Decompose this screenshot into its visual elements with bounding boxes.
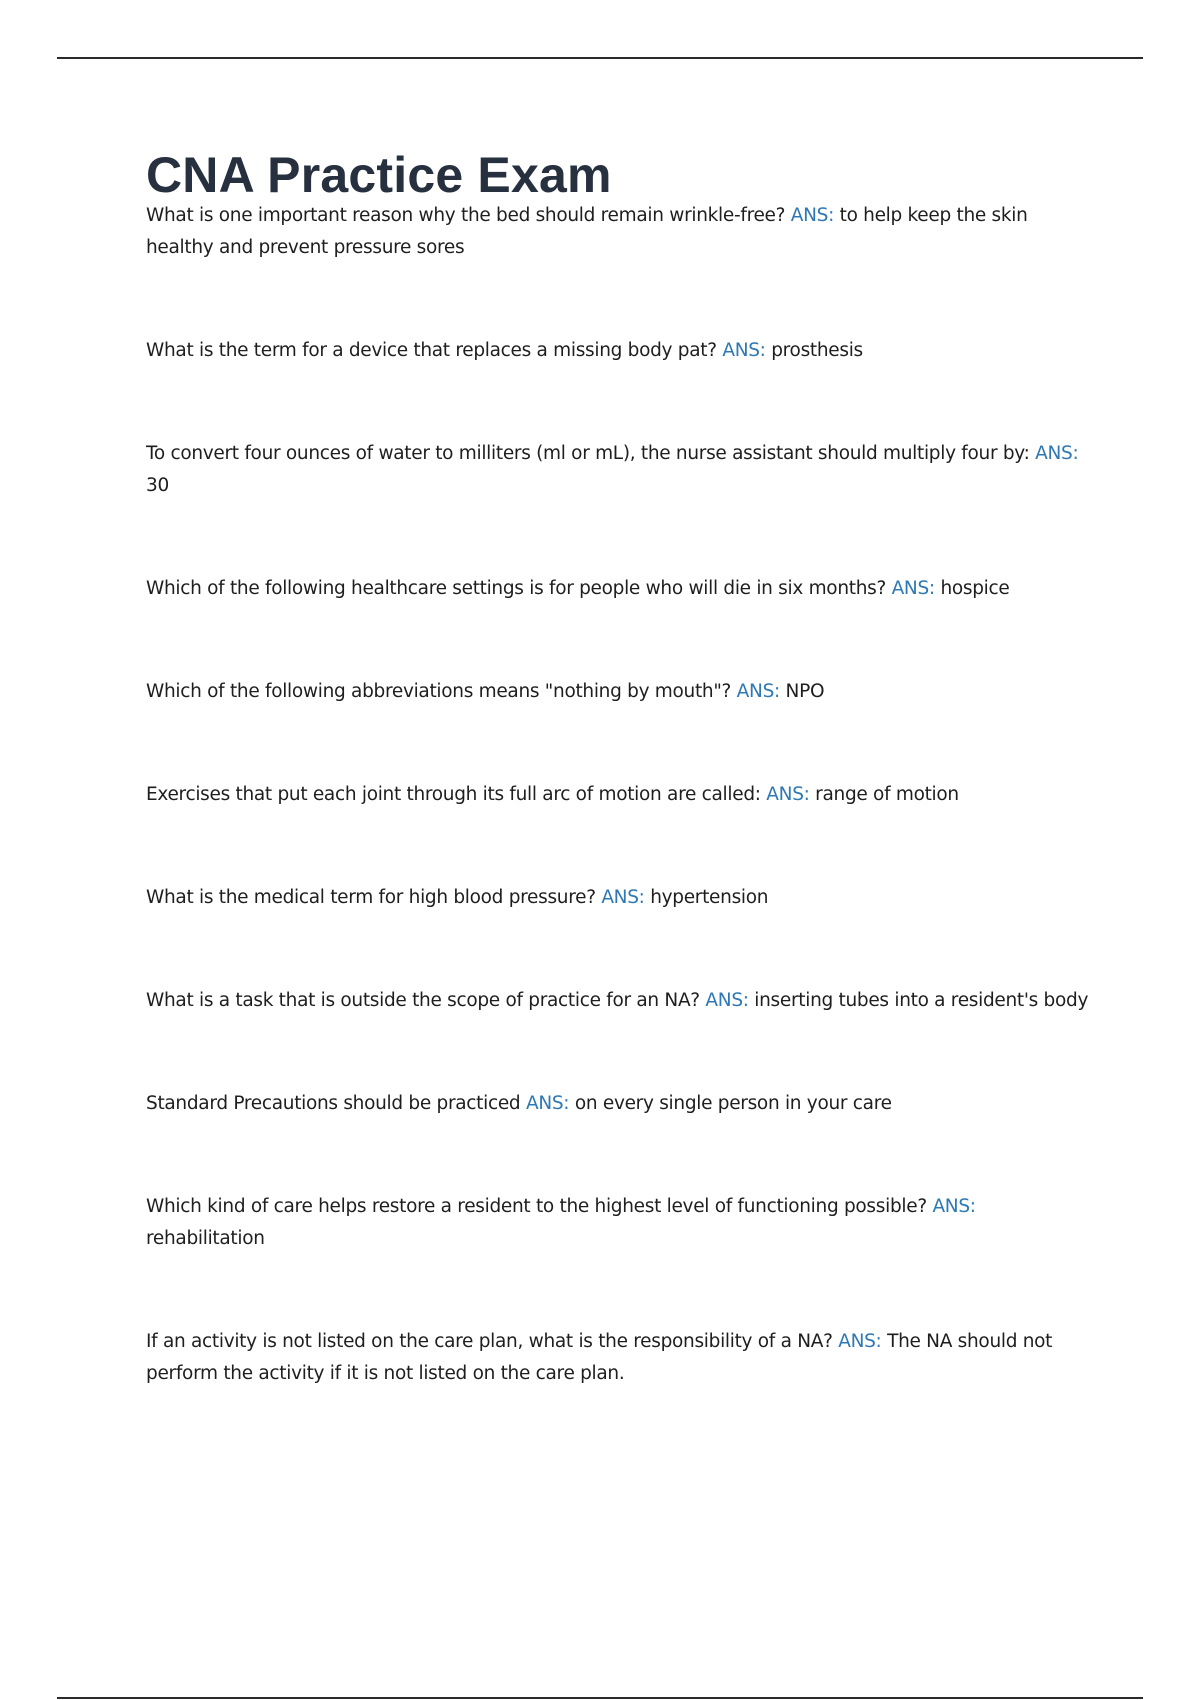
question-text: Standard Precautions should be practiced [146, 1093, 521, 1114]
document-body [146, 146, 1091, 1390]
qa-item [146, 1191, 1091, 1255]
qa-item [146, 676, 1091, 708]
question-text: Which kind of care helps restore a resident to the highest level of functioning possible? [146, 1196, 927, 1217]
answer-text: hospice [940, 578, 1010, 599]
document-title: CNA Practice Exam [146, 147, 612, 203]
answer-text: inserting tubes into a resident's body [754, 990, 1089, 1011]
answer-text: NPO [785, 681, 825, 702]
question-text: Which of the following abbreviations means "nothing by mouth"? [146, 681, 732, 702]
answer-text: The NA should not perform the activity if it is not listed on the care plan. [146, 1331, 1053, 1384]
answer-label: ANS: [790, 205, 835, 226]
top-divider [57, 57, 1143, 59]
answer-label: ANS: [525, 1093, 570, 1114]
qa-item [146, 335, 1091, 367]
answer-label: ANS: [705, 990, 749, 1011]
question-text: If an activity is not listed on the care plan, what is the responsibility of a NA? [146, 1331, 833, 1352]
question-text: Which of the following healthcare settings is for people who will die in six months? [146, 578, 886, 599]
bottom-divider [57, 1697, 1143, 1699]
qa-item [146, 985, 1091, 1017]
answer-label: ANS: [736, 681, 780, 702]
answer-label: ANS: [766, 784, 810, 805]
answer-label: ANS: [601, 887, 645, 908]
qa-item [146, 1088, 1091, 1120]
answer-text: prosthesis [771, 340, 863, 361]
qa-item [146, 882, 1091, 914]
qa-item [146, 1326, 1091, 1390]
answer-text: 30 [146, 475, 169, 496]
answer-text: on every single person in your care [574, 1093, 892, 1114]
answer-text: hypertension [650, 887, 769, 908]
qa-item [146, 200, 1091, 264]
answer-text: to help keep the skin healthy and prevent pressure sores [146, 205, 1028, 258]
question-text: What is a task that is outside the scope of practice for an NA? [146, 990, 700, 1011]
question-text: To convert four ounces of water to milliters (ml or mL), the nurse assistant should multiply four by: [146, 443, 1030, 464]
qa-item [146, 438, 1091, 502]
answer-label: ANS: [722, 340, 766, 361]
answer-label: ANS: [838, 1331, 882, 1352]
answer-label: ANS: [932, 1196, 976, 1217]
question-text: What is one important reason why the bed should remain wrinkle-free? [146, 205, 786, 226]
qa-item [146, 779, 1091, 811]
qa-item [146, 573, 1091, 605]
answer-label: ANS: [1035, 443, 1079, 464]
question-text: Exercises that put each joint through its full arc of motion are called: [146, 784, 761, 805]
answer-label: ANS: [891, 578, 935, 599]
answer-text: range of motion [815, 784, 959, 805]
question-text: What is the medical term for high blood pressure? [146, 887, 596, 908]
question-text: What is the term for a device that replaces a missing body pat? [146, 340, 717, 361]
answer-text: rehabilitation [146, 1228, 265, 1249]
